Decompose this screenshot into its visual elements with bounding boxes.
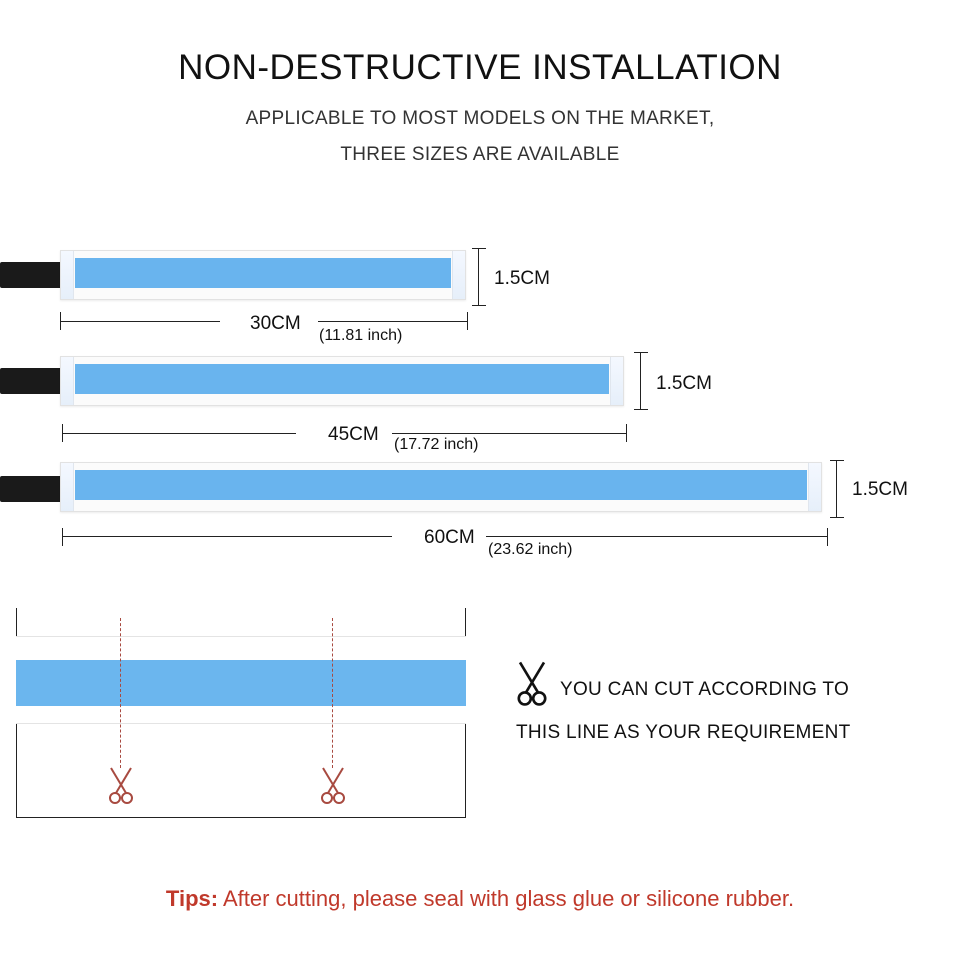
length-dimension-line — [62, 433, 296, 434]
strip-light — [16, 660, 466, 706]
height-dimension-line — [640, 352, 641, 410]
page-title: NON-DESTRUCTIVE INSTALLATION — [178, 48, 782, 87]
cut-instruction-line-1: YOU CAN CUT ACCORDING TO — [560, 679, 850, 700]
length-label: 60CM — [424, 527, 475, 548]
height-label: 1.5CM — [656, 373, 712, 394]
inch-label: (11.81 inch) — [319, 327, 403, 344]
scissors-icon — [514, 660, 550, 708]
height-dimension-line — [836, 460, 837, 518]
length-dimension-line — [62, 536, 392, 537]
tips-text — [0, 886, 960, 912]
scissors-icon — [107, 766, 135, 806]
cut-diagram — [16, 608, 466, 818]
strip-cable — [0, 476, 62, 502]
length-label: 45CM — [328, 424, 379, 445]
light-strip — [60, 356, 624, 406]
scissors-icon — [319, 766, 347, 806]
cut-line — [332, 618, 333, 768]
tips-label: Tips: — [165, 886, 219, 911]
height-label: 1.5CM — [494, 268, 550, 289]
inch-label: (23.62 inch) — [488, 541, 573, 558]
length-dimension-line — [60, 321, 220, 322]
light-strip — [60, 462, 822, 512]
strip-cable — [0, 262, 62, 288]
subtitle-line-1: APPLICABLE TO MOST MODELS ON THE MARKET, — [245, 108, 715, 129]
light-strip — [60, 250, 466, 300]
cut-instruction-line-2: THIS LINE AS YOUR REQUIREMENT — [516, 722, 851, 743]
height-dimension-line — [478, 248, 479, 306]
tips-body: After cutting, please seal with glass glue or silicone rubber. — [218, 886, 795, 911]
cut-line — [120, 618, 121, 768]
inch-label: (17.72 inch) — [394, 436, 479, 453]
height-label: 1.5CM — [852, 479, 908, 500]
length-label: 30CM — [250, 313, 301, 334]
strip-cable — [0, 368, 62, 394]
subtitle-line-2: THREE SIZES ARE AVAILABLE — [340, 144, 620, 165]
